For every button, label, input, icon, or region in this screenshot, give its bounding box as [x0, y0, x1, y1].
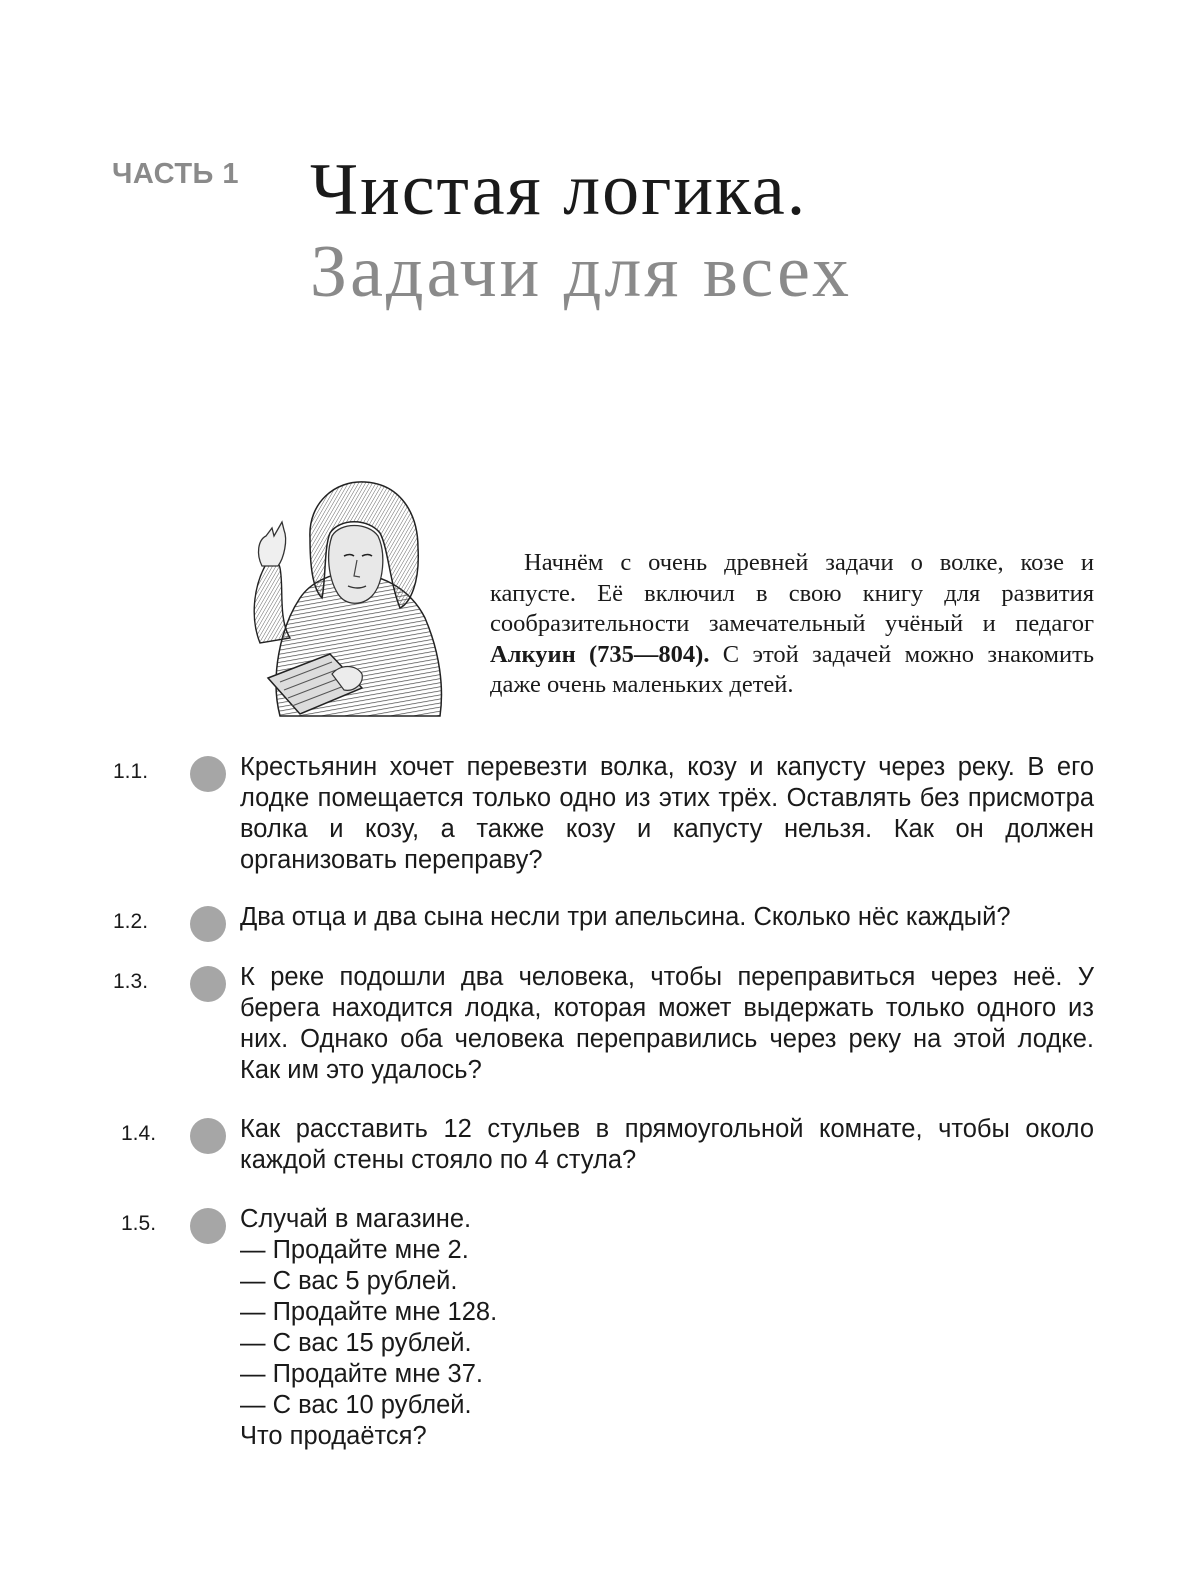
- problem-text: К реке подошли два человека, чтобы переправиться через неё. У берега находится лодка, которая может выдержать только одного из них. Однако оба человека переправились через реку на этой лодке. Как им это удалось?: [240, 963, 1094, 1084]
- difficulty-circle-icon: [190, 906, 226, 942]
- difficulty-circle-icon: [190, 1208, 226, 1244]
- problem-number: 1.4.: [121, 1122, 157, 1145]
- problem-text: Два отца и два сына несли три апельсина. Сколько нёс каждый?: [240, 903, 1011, 931]
- part-label: ЧАСТЬ 1: [112, 158, 240, 190]
- intro-text-before: Начнём с очень древней задачи о волке, козе и капусте. Её включил в свою книгу для развития сообразительности замечательный учёный и педагог: [490, 549, 1094, 637]
- chapter-title: Чистая логика.: [310, 149, 808, 231]
- problem-text: Крестьянин хочет перевезти волка, козу и капусту через реку. В его лодке помещается только одно из этих трёх. Оставлять без присмотра волка и козу, а также козу и капусту нельзя. Как он должен организовать переправу?: [240, 753, 1094, 874]
- problem-text: [240, 1204, 1094, 1452]
- difficulty-circle-icon: [190, 1118, 226, 1154]
- problem-number: 1.5.: [121, 1212, 157, 1235]
- problem-number: 1.3.: [113, 970, 149, 993]
- intro-paragraph: [490, 548, 1094, 701]
- problem-number: 1.1.: [113, 760, 149, 783]
- intro-text-after: С этой задачей можно знакомить даже очень маленьких детей.: [490, 640, 1094, 698]
- chapter-subtitle: Задачи для всех: [310, 231, 853, 313]
- dialog-line: — Продайте мне 2.: [240, 1236, 469, 1264]
- difficulty-circle-icon: [190, 756, 226, 792]
- dialog-line: — С вас 15 рублей.: [240, 1329, 472, 1357]
- dialog-line: — Продайте мне 128.: [240, 1298, 498, 1326]
- intro-alcuin-name: Алкуин (735—804).: [490, 640, 710, 668]
- alcuin-portrait-icon: [240, 478, 446, 720]
- difficulty-circle-icon: [190, 966, 226, 1002]
- dialog-line: — Продайте мне 37.: [240, 1360, 484, 1388]
- dialog-line: — С вас 10 рублей.: [240, 1391, 472, 1419]
- problem-text: Как расставить 12 стульев в прямоугольной комнате, чтобы около каждой стены стояло по 4 стула?: [240, 1115, 1094, 1174]
- problem-number: 1.2.: [113, 910, 149, 933]
- problem-intro: Случай в магазине.: [240, 1205, 472, 1233]
- dialog-line: — С вас 5 рублей.: [240, 1267, 458, 1295]
- problem-question: Что продаётся?: [240, 1422, 427, 1450]
